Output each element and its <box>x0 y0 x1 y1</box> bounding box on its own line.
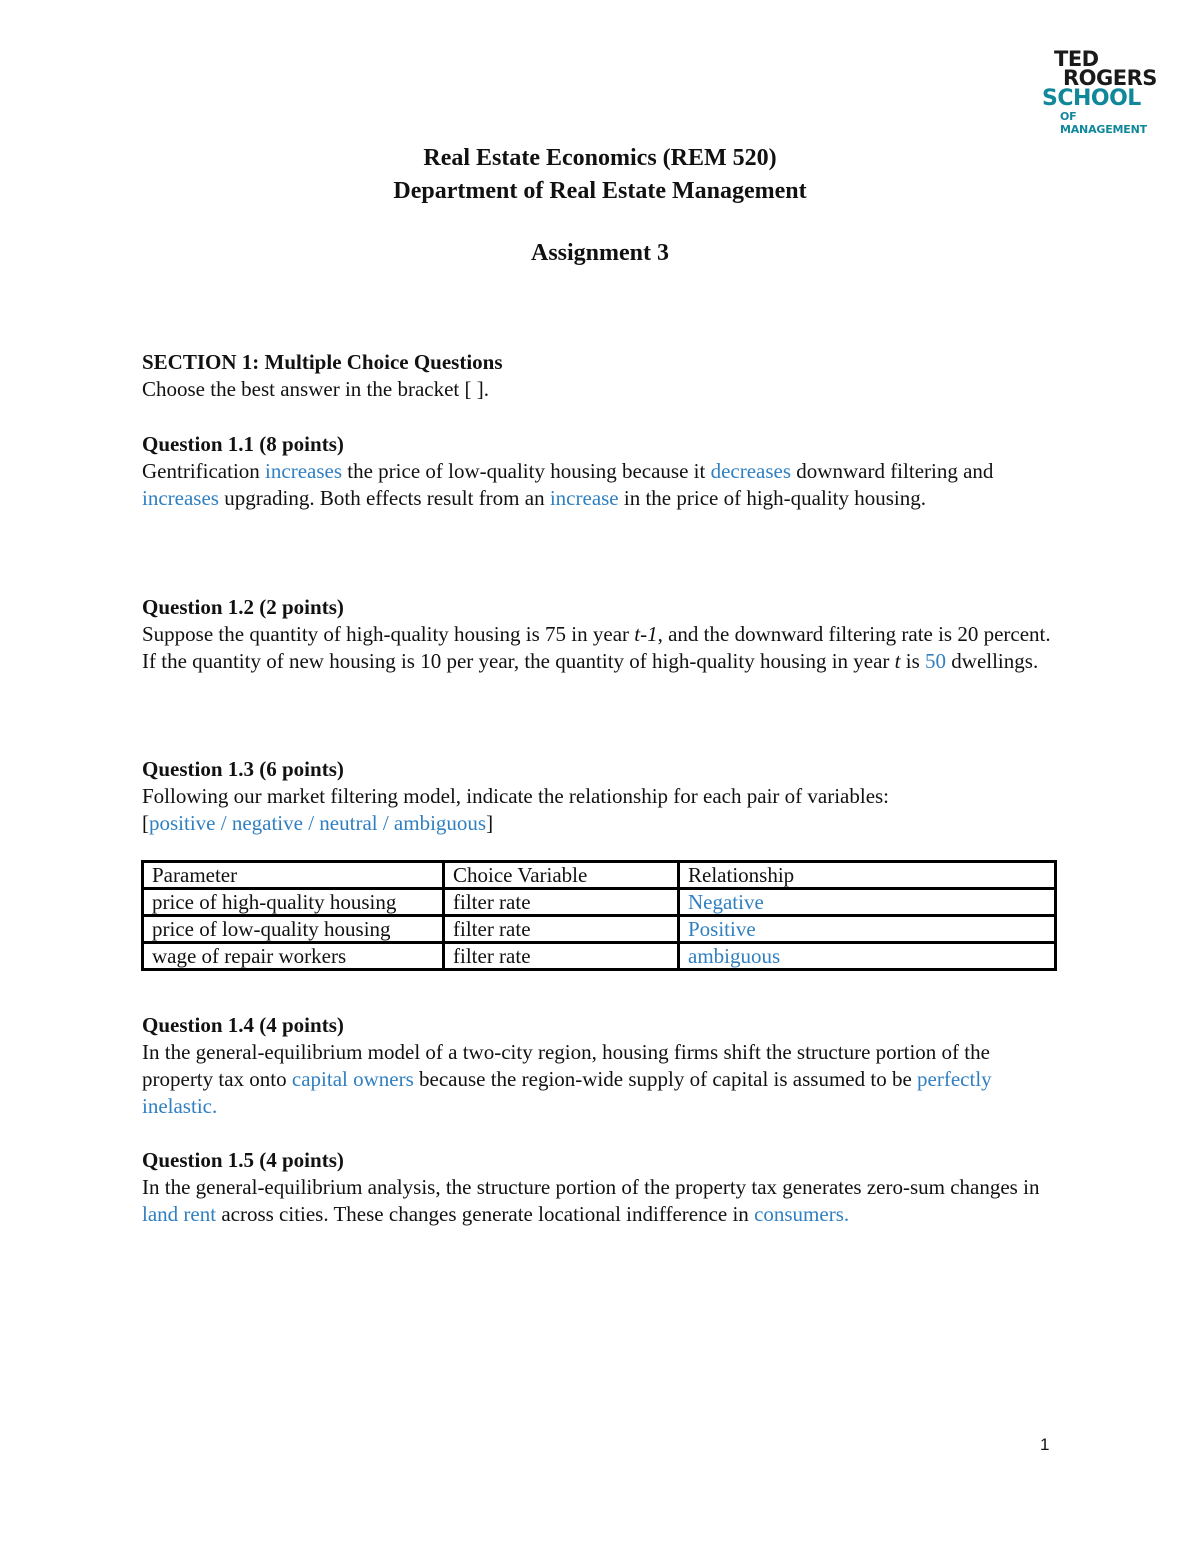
page-number: 1 <box>1040 1435 1050 1454</box>
ted-rogers-logo <box>1040 47 1157 136</box>
table-cell: price of high-quality housing <box>143 889 444 916</box>
question-1-1 <box>142 431 1060 512</box>
question-body: Following our market filtering model, indicate the relationship for each pair of variables: <box>142 784 890 808</box>
relationship-table <box>141 860 1057 971</box>
course-title: Real Estate Economics (REM 520) <box>423 145 777 171</box>
department-title: Department of Real Estate Management <box>393 178 807 204</box>
logo-line-2: ROGERS <box>1063 66 1157 90</box>
table-cell-answer: Negative <box>679 889 1056 916</box>
answer: perfectly inelastic. <box>142 1067 992 1118</box>
table-cell: filter rate <box>444 943 679 970</box>
table-header: Choice Variable <box>444 862 679 889</box>
question-body: Suppose the quantity of high-quality housing is 75 in year t-1, and the downward filtering rate is 20 percent. If the quantity of new housing is 10 per year, the quantity of high-quality housing in year t is 50 dwellings. <box>142 622 1051 673</box>
table-row <box>143 943 1056 970</box>
choice-list: [positive / negative / neutral / ambiguous] <box>142 811 494 835</box>
question-body: In the general-equilibrium model of a two-city region, housing firms shift the structure portion of the property tax onto capital owners because the region-wide supply of capital is assumed to be perfectly inelastic. <box>142 1040 992 1118</box>
answer: increase <box>549 486 619 510</box>
question-heading: Question 1.5 (4 points) <box>142 1148 344 1172</box>
table-row <box>143 889 1056 916</box>
section-title: SECTION 1: Multiple Choice Questions <box>142 350 503 374</box>
answer: consumers. <box>754 1202 850 1226</box>
logo-line-4: OF MANAGEMENT <box>1060 110 1147 136</box>
section-1 <box>142 349 1060 403</box>
answer: decreases <box>710 459 792 483</box>
question-1-5 <box>142 1147 1060 1228</box>
logo-line-1: TED <box>1054 47 1099 71</box>
answer: capital owners <box>291 1067 414 1091</box>
table-header-row <box>143 862 1056 889</box>
table-row <box>143 916 1056 943</box>
answer: land rent <box>142 1202 217 1226</box>
table-header: Relationship <box>679 862 1056 889</box>
question-heading: Question 1.2 (2 points) <box>142 595 344 619</box>
question-heading: Question 1.3 (6 points) <box>142 757 344 781</box>
answer: increases <box>142 486 219 510</box>
logo-line-3: SCHOOL <box>1042 86 1141 111</box>
table-cell-answer: Positive <box>679 916 1056 943</box>
question-body: In the general-equilibrium analysis, the structure portion of the property tax generates zero-sum changes in land rent across cities. These changes generate locational indifference in consumers. <box>142 1175 1040 1226</box>
question-1-4 <box>142 1012 1060 1120</box>
table-cell-answer: ambiguous <box>679 943 1056 970</box>
answer-choices: positive / negative / neutral / ambiguous <box>149 811 487 835</box>
answer: 50 <box>925 649 947 673</box>
question-body: Gentrification increases the price of low-quality housing because it decreases downward filtering and increases upgrading. Both effects result from an increase in the price of high-quality housing. <box>142 459 994 510</box>
question-1-3 <box>142 756 1060 837</box>
question-1-2 <box>142 594 1060 675</box>
table-header: Parameter <box>143 862 444 889</box>
answer: increases <box>265 459 343 483</box>
question-heading: Question 1.1 (8 points) <box>142 432 344 456</box>
table-cell: filter rate <box>444 889 679 916</box>
table-cell: wage of repair workers <box>143 943 444 970</box>
section-instruction: Choose the best answer in the bracket [ ]. <box>142 377 489 401</box>
assignment-title: Assignment 3 <box>530 240 669 266</box>
table-cell: filter rate <box>444 916 679 943</box>
table-cell: price of low-quality housing <box>143 916 444 943</box>
question-heading: Question 1.4 (4 points) <box>142 1013 344 1037</box>
